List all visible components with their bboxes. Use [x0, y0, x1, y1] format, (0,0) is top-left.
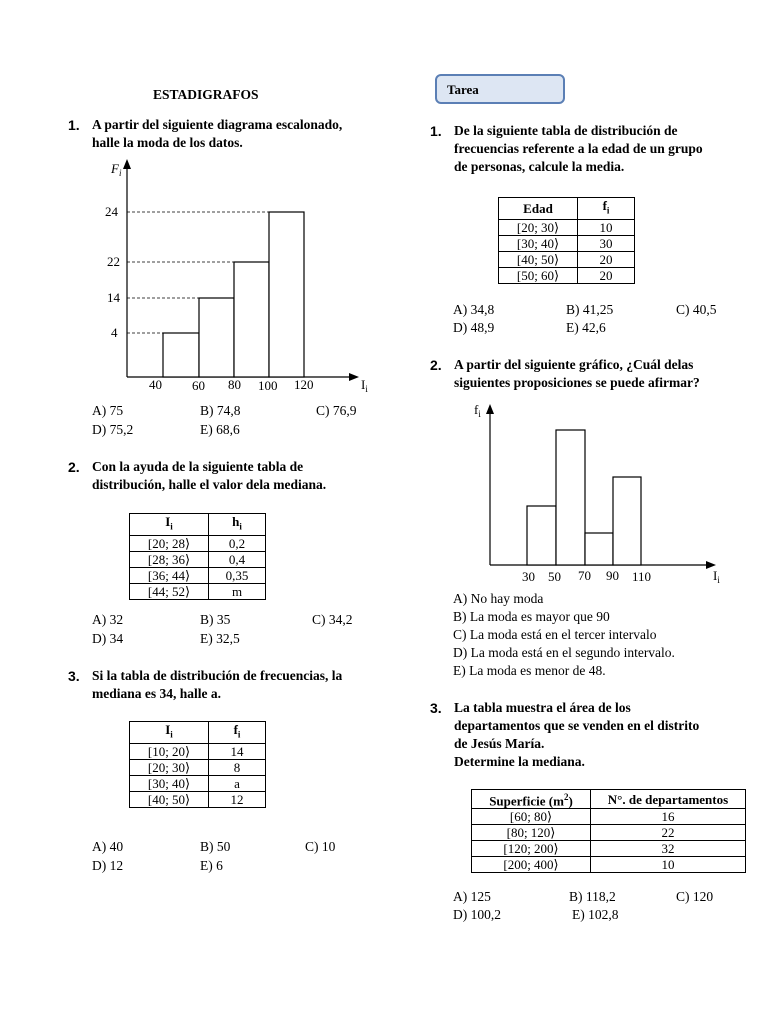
y-axis-label: $f_i$ — [474, 402, 481, 419]
option: D) 48,9 — [453, 320, 495, 335]
option: A) No hay moda — [453, 591, 544, 606]
question-text-line: frecuencias referente a la edad de un grupo — [454, 141, 703, 156]
option: D) 34 — [92, 631, 124, 646]
table-row: [40; 50⟩ 20 — [499, 251, 635, 267]
option: A) 34,8 — [453, 302, 495, 317]
option: B) 50 — [200, 839, 231, 854]
x-axis-label: $I_i$ — [713, 568, 720, 585]
tarea-box: Tarea — [435, 74, 565, 104]
question-text-line: A partir del siguiente diagrama escalonado, — [92, 117, 343, 132]
y-axis-arrow — [123, 159, 131, 169]
option: D) 12 — [92, 858, 124, 873]
table-row: [20; 30⟩ 10 — [499, 219, 635, 235]
bar-3 — [585, 533, 613, 565]
option: E) 68,6 — [200, 422, 240, 437]
x-axis-label: $I_i$ — [361, 377, 368, 394]
table-row: [60; 80⟩ 16 — [472, 809, 746, 825]
question-text-line: Con la ayuda de la siguiente tabla de — [92, 459, 304, 474]
bar-2 — [556, 430, 585, 565]
y-axis-label: $F_i$ — [111, 161, 122, 178]
bar-1 — [527, 506, 556, 565]
table-row: [10; 20⟩ 14 — [130, 743, 266, 759]
area-table — [471, 789, 746, 873]
question-text — [92, 458, 326, 494]
step-histogram-chart — [95, 155, 395, 400]
x-tick: 120 — [294, 377, 314, 392]
table-header: Superficie $(m^2)$ — [472, 790, 591, 809]
table-row: [20; 28⟩ 0,2 — [130, 535, 266, 551]
y-tick: 24 — [105, 204, 118, 219]
option: E) 6 — [200, 858, 223, 873]
x-tick: 80 — [228, 377, 241, 392]
question-text-line: Determine la mediana. — [454, 754, 585, 769]
option: A) 125 — [453, 889, 491, 904]
table-header: Edad — [499, 198, 578, 220]
table-header: $I_i$ — [130, 722, 209, 744]
question-text — [454, 122, 703, 176]
question-text-line: de Jesús María. — [454, 736, 545, 751]
options-list — [453, 590, 675, 680]
x-tick: 110 — [632, 569, 652, 584]
option: B) 41,25 — [566, 302, 614, 317]
question-text-line: De la siguiente tabla de distribución de — [454, 123, 678, 138]
x-tick: 100 — [258, 378, 278, 393]
x-tick: 70 — [578, 568, 591, 583]
question-text — [454, 356, 700, 392]
question-number: 1. — [430, 123, 442, 139]
option: E) La moda es menor de 48. — [453, 663, 606, 678]
question-text-line: halle la moda de los datos. — [92, 135, 243, 150]
option: A) 40 — [92, 839, 124, 854]
question-text-line: departamentos que se venden en el distrito — [454, 718, 700, 733]
x-axis-arrow — [349, 373, 359, 381]
bar-3 — [234, 262, 269, 377]
bar-1 — [163, 333, 199, 377]
option: D) La moda está en el segundo intervalo. — [453, 645, 675, 660]
table-row: [30; 40⟩ a — [130, 775, 266, 791]
option: E) 32,5 — [200, 631, 240, 646]
question-number: 2. — [430, 357, 442, 373]
option: C) La moda está en el tercer intervalo — [453, 627, 657, 642]
table-row: [50; 60⟩ 20 — [499, 267, 635, 283]
bar-4 — [613, 477, 641, 565]
option: C) 10 — [305, 839, 336, 854]
table-row: [200; 400⟩ 10 — [472, 857, 746, 873]
table-row: [30; 40⟩ 30 — [499, 235, 635, 251]
option: A) 75 — [92, 403, 124, 418]
bar-2 — [199, 298, 234, 377]
option: D) 75,2 — [92, 422, 134, 437]
x-tick: 50 — [548, 569, 561, 584]
table-row: [40; 50⟩ 12 — [130, 791, 266, 807]
option: C) 40,5 — [676, 302, 717, 317]
question-text — [454, 699, 699, 771]
frequency-table — [129, 513, 266, 600]
question-text-line: A partir del siguiente gráfico, ¿Cuál delas — [454, 357, 694, 372]
question-text-line: siguientes proposiciones se puede afirmar? — [454, 375, 700, 390]
question-text-line: Si la tabla de distribución de frecuencias, la — [92, 668, 343, 683]
x-tick: 60 — [192, 378, 205, 393]
y-tick: 22 — [107, 254, 120, 269]
question-text-line: de personas, calcule la media. — [454, 159, 625, 174]
table-header: $h_i$ — [209, 514, 266, 536]
bar-4 — [269, 212, 304, 377]
x-tick: 90 — [606, 568, 619, 583]
question-text-line: mediana es 34, halle a. — [92, 686, 222, 701]
option: E) 102,8 — [572, 907, 619, 922]
y-tick: 14 — [107, 290, 120, 305]
question-text — [92, 667, 342, 703]
table-row: [120; 200⟩ 32 — [472, 841, 746, 857]
y-axis-arrow — [486, 404, 494, 414]
table-header: N°. de departamentos — [591, 790, 746, 809]
question-text-line: La tabla muestra el área de los — [454, 700, 631, 715]
frequency-table — [129, 721, 266, 808]
page-title: ESTADIGRAFOS — [153, 87, 259, 102]
table-header: $f_i$ — [578, 198, 635, 220]
frequency-table — [498, 197, 635, 284]
question-number: 3. — [68, 668, 80, 684]
table-row: [44; 52⟩ m — [130, 583, 266, 599]
option: A) 32 — [92, 612, 124, 627]
table-row: [28; 36⟩ 0,4 — [130, 551, 266, 567]
option: C) 120 — [676, 889, 714, 904]
option: E) 42,6 — [566, 320, 606, 335]
option: B) 118,2 — [569, 889, 616, 904]
option: B) 74,8 — [200, 403, 241, 418]
option: D) 100,2 — [453, 907, 501, 922]
x-tick: 40 — [149, 377, 162, 392]
option: C) 76,9 — [316, 403, 357, 418]
table-row: [80; 120⟩ 22 — [472, 825, 746, 841]
y-tick: 4 — [111, 325, 118, 340]
table-header: $I_i$ — [130, 514, 209, 536]
table-row: [36; 44⟩ 0,35 — [130, 567, 266, 583]
question-number: 1. — [68, 117, 80, 133]
question-number: 2. — [68, 459, 80, 475]
histogram-chart — [440, 398, 740, 588]
table-row: [20; 30⟩ 8 — [130, 759, 266, 775]
question-text-line: distribución, halle el valor dela mediana. — [92, 477, 327, 492]
question-text — [92, 116, 342, 152]
option: B) La moda es mayor que 90 — [453, 609, 610, 624]
question-number: 3. — [430, 700, 442, 716]
x-tick: 30 — [522, 569, 535, 584]
option: B) 35 — [200, 612, 231, 627]
option: C) 34,2 — [312, 612, 353, 627]
table-header: $f_i$ — [209, 722, 266, 744]
